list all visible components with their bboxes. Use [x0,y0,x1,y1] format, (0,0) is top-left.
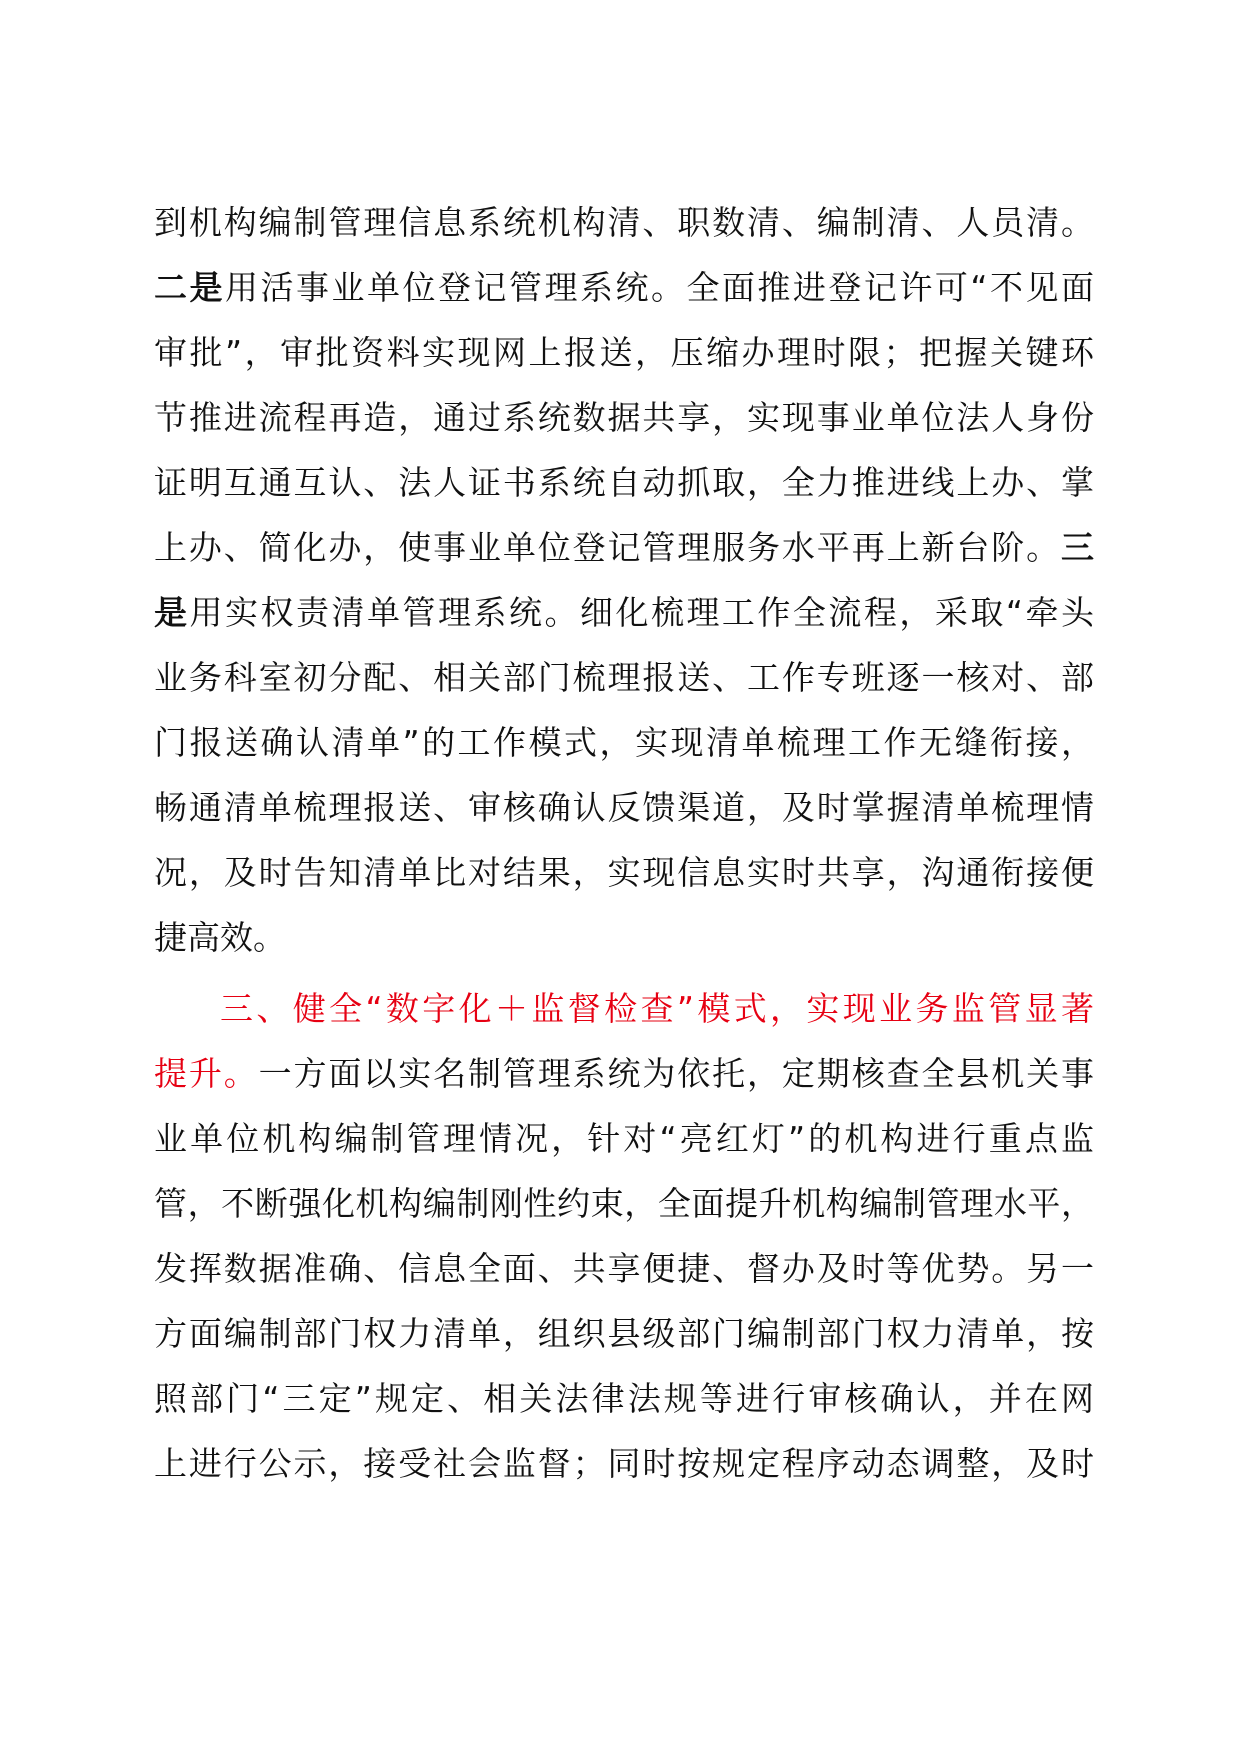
text-line [154,255,1094,320]
text-run-bold: 是 [154,593,190,632]
text-line [154,840,1094,905]
text-run: 上办、简化办，使事业单位登记管理服务水平再上新台阶。 [154,528,1061,567]
text-run: 业务科室初分配、相关部门梳理报送、工作专班逐一核对、部 [154,658,1094,697]
text-run-bold: 二是 [154,268,225,307]
text-run: 证明互通互认、法人证书系统自动抓取，全力推进线上办、掌 [154,463,1094,502]
text-line [154,1431,1094,1496]
text-run: 用活事业单位登记管理系统。全面推进登记许可“不见面 [225,268,1094,307]
text-line [154,1106,1094,1171]
text-run: 到机构编制管理信息系统机构清、职数清、编制清、人员清。 [154,203,1094,242]
text-line [154,320,1094,385]
text-run: 一方面以实名制管理系统为依托，定期核查全县机关事 [258,1054,1095,1093]
text-line [154,905,1094,970]
text-run: 用实权责清单管理系统。细化梳理工作全流程，采取“牵头 [189,593,1094,632]
section-heading: 三、健全“数字化＋监督检查”模式，实现业务监管显著 [220,989,1094,1028]
text-line [154,580,1094,645]
text-run: 业单位机构编制管理情况，针对“亮红灯”的机构进行重点监 [154,1119,1094,1158]
text-line [154,1366,1094,1431]
text-run: 节推进流程再造，通过系统数据共享，实现事业单位法人身份 [154,398,1094,437]
section-heading: 提升。 [154,1054,259,1093]
text-run: 审批”，审批资料实现网上报送，压缩办理时限；把握关键环 [154,333,1094,372]
text-run: 上进行公示，接受社会监督；同时按规定程序动态调整，及时 [154,1444,1094,1483]
text-line [154,1171,1094,1236]
text-line [154,710,1094,775]
text-run: 管，不断强化机构编制刚性约束，全面提升机构编制管理水平， [154,1184,1094,1223]
text-run: 况，及时告知清单比对结果，实现信息实时共享，沟通衔接便 [154,853,1094,892]
text-run-bold: 三 [1061,528,1094,567]
text-line [154,1236,1094,1301]
text-run: 方面编制部门权力清单，组织县级部门编制部门权力清单，按 [154,1314,1094,1353]
text-line [154,190,1094,255]
text-run: 发挥数据准确、信息全面、共享便捷、督办及时等优势。另一 [154,1249,1094,1288]
document-body [154,190,1094,1496]
text-line [154,450,1094,515]
text-run: 照部门“三定”规定、相关法律法规等进行审核确认，并在网 [154,1379,1094,1418]
text-line [154,385,1094,450]
text-run: 捷高效。 [154,918,286,957]
text-line [154,775,1094,840]
text-line [154,1041,1094,1106]
text-line [154,515,1094,580]
text-line [154,1301,1094,1366]
section-heading-line [154,976,1094,1041]
text-line [154,645,1094,710]
text-run: 门报送确认清单”的工作模式，实现清单梳理工作无缝衔接， [154,723,1094,762]
text-run: 畅通清单梳理报送、审核确认反馈渠道，及时掌握清单梳理情 [154,788,1094,827]
